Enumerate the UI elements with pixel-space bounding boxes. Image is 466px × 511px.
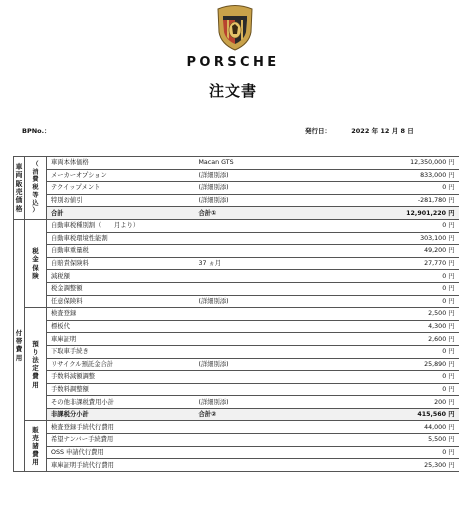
row-amount: 0 円 [305,446,459,459]
group-ancillary: 付 帯 費 用 [14,219,25,471]
row-label: 税金調整額 [47,282,195,295]
row-note [195,219,305,232]
tax-row [14,232,459,245]
statutory-row [14,383,459,396]
row-label: 検査登録 [47,308,195,321]
row-amount: 25,300 円 [305,459,459,472]
tax-row [14,245,459,258]
price-row [14,194,459,207]
sales-row [14,421,459,434]
row-note [195,459,305,472]
row-label: 車両本体価格 [47,157,195,170]
row-note: (詳細別添) [195,194,305,207]
issue-date-field [305,126,414,135]
row-label: 非課税分小計 [47,408,195,421]
row-note: (詳細別添) [195,358,305,371]
statutory-row [14,396,459,409]
row-label: 手数料調整額 [47,383,195,396]
row-amount: 0 円 [305,270,459,283]
row-note [195,434,305,447]
statutory-row [14,371,459,384]
row-note [195,245,305,258]
row-label: メーカーオプション [47,169,195,182]
sales-row [14,459,459,472]
price-row [14,157,459,170]
row-amount: 0 円 [305,345,459,358]
statutory-row [14,308,459,321]
row-label: 任意保険料 [47,295,195,308]
row-label: 検査登録手続代行費用 [47,421,195,434]
row-note: Macan GTS [195,157,305,170]
row-note [195,421,305,434]
row-amount: 0 円 [305,371,459,384]
row-note: (詳細別添) [195,396,305,409]
row-note [195,383,305,396]
row-amount: 303,100 円 [305,232,459,245]
row-amount: -281,780 円 [305,194,459,207]
row-label: 自動車重量税 [47,245,195,258]
row-label: 下取車手続き [47,345,195,358]
bp-number-label: BPNo.： [22,127,51,135]
row-amount: 0 円 [305,219,459,232]
document-title: 注文書 [208,82,257,100]
group-tax-insurance: 税 金 保 険 [25,219,47,307]
issue-date-label: 発行日： [305,127,331,135]
row-label: 特別お値引 [47,194,195,207]
order-table [13,156,459,472]
row-amount: 25,890 円 [305,358,459,371]
row-label: 自動車税種別割（ 月より） [47,219,195,232]
tax-row [14,295,459,308]
row-label: 減税額 [47,270,195,283]
row-note [195,333,305,346]
row-amount: 44,000 円 [305,421,459,434]
row-amount: 27,770 円 [305,257,459,270]
row-amount: 2,600 円 [305,333,459,346]
row-note [195,320,305,333]
porsche-crest-logo [215,2,255,51]
order-table-body [14,157,459,472]
row-label: 合計 [47,207,195,220]
row-amount: 415,560 円 [305,408,459,421]
row-label: 標板代 [47,320,195,333]
group-vehicle-price: 車 両 販 売 価 格 [14,157,25,220]
row-label: 手数料減額調整 [47,371,195,384]
bp-number-field [22,126,51,135]
row-label: 希望ナンバー手続費用 [47,434,195,447]
row-amount: 4,300 円 [305,320,459,333]
row-amount: 0 円 [305,182,459,195]
price-total-row [14,207,459,220]
group-vehicle-price-note: （ 消 費 税 等 込 ） [25,157,47,220]
row-note: (詳細別添) [195,169,305,182]
row-note: 合計② [195,408,305,421]
group-statutory: 預 り 法 定 費 用 [25,308,47,421]
row-label: リサイクル預託金合計 [47,358,195,371]
tax-row [14,219,459,232]
row-amount: 200 円 [305,396,459,409]
issue-date-value: 2022 年 12 月 8 日 [351,127,414,135]
row-note: 合計① [195,207,305,220]
row-note: (詳細別添) [195,182,305,195]
statutory-row [14,345,459,358]
statutory-row [14,333,459,346]
row-amount: 12,901,220 円 [305,207,459,220]
tax-row [14,257,459,270]
row-amount: 0 円 [305,295,459,308]
row-note: (詳細別添) [195,295,305,308]
row-note [195,345,305,358]
row-label: 自賠責保険料 [47,257,195,270]
row-amount: 0 円 [305,383,459,396]
statutory-row [14,320,459,333]
row-label: 車庫証明 [47,333,195,346]
row-label: 自動車税環境性能割 [47,232,195,245]
sales-row [14,434,459,447]
row-note [195,446,305,459]
row-amount: 49,200 円 [305,245,459,258]
row-amount: 5,500 円 [305,434,459,447]
row-label: 車庫証明手続代行費用 [47,459,195,472]
nontax-subtotal-row [14,408,459,421]
row-label: その他非課税費用小計 [47,396,195,409]
row-note [195,371,305,384]
row-note [195,270,305,283]
sales-row [14,446,459,459]
row-note: 37 ヵ月 [195,257,305,270]
row-label: テクイップメント [47,182,195,195]
statutory-row [14,358,459,371]
row-amount: 2,500 円 [305,308,459,321]
row-note [195,232,305,245]
row-label: OSS 申請代行費用 [47,446,195,459]
row-amount: 833,000 円 [305,169,459,182]
row-amount: 12,350,000 円 [305,157,459,170]
row-note [195,282,305,295]
price-row [14,182,459,195]
tax-row [14,282,459,295]
row-amount: 0 円 [305,282,459,295]
group-sales-fee: 販 売 諸 費 用 [25,421,47,471]
row-note [195,308,305,321]
price-row [14,169,459,182]
brand-wordmark: PORSCHE [186,55,280,70]
tax-row [14,270,459,283]
